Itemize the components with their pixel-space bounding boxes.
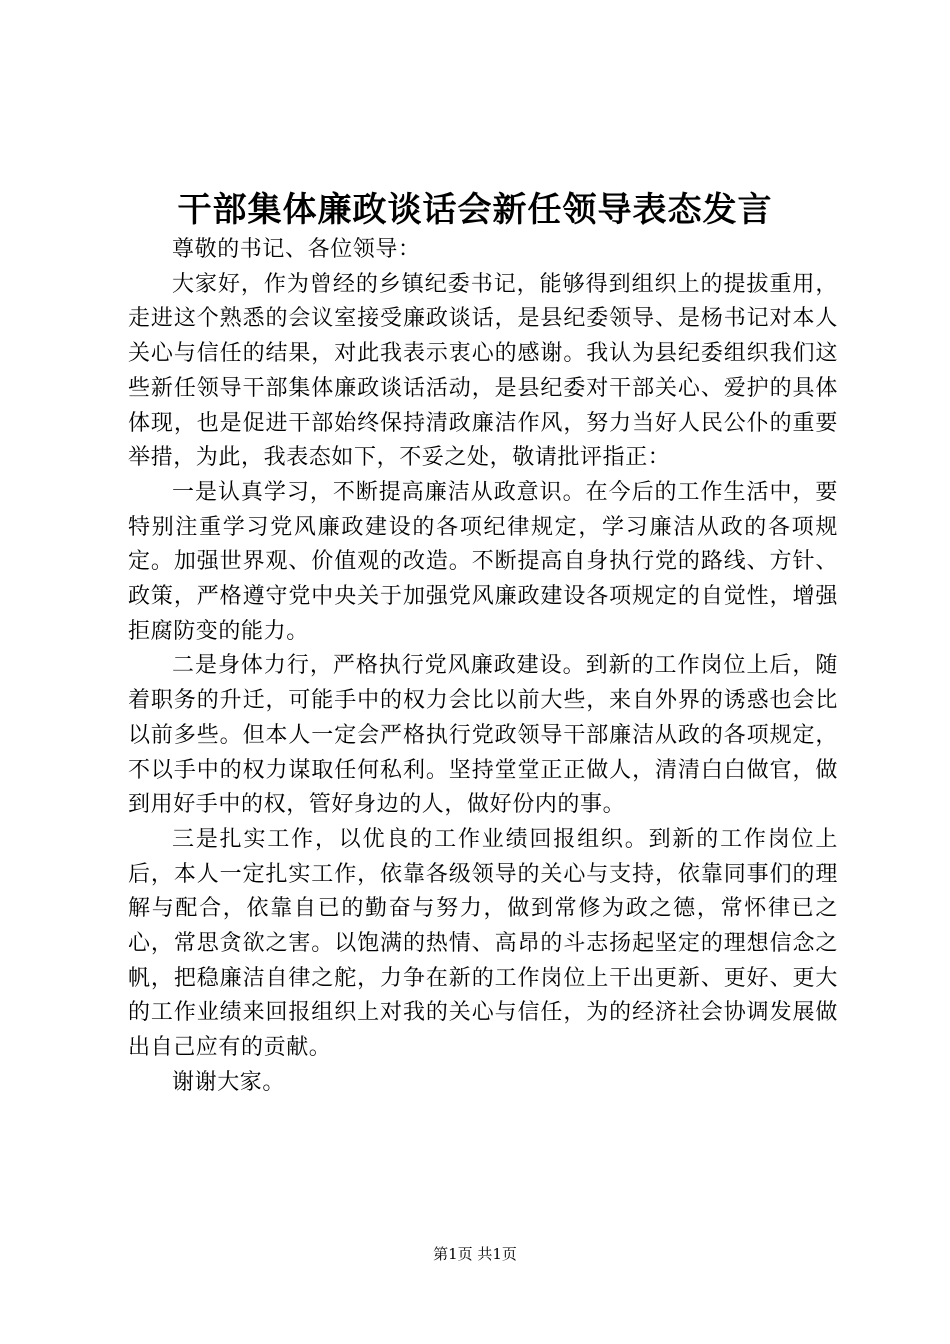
paragraph-point-3: 三是扎实工作，以优良的工作业绩回报组织。到新的工作岗位上后，本人一定扎实工作，依靠各级领导的关心与支持，依靠同事们的理解与配合，依靠自已的勤奋与努力，做到常修为政之德，常怀律已之心，常思贪欲之害。以饱满的热情、高昂的斗志扬起坚定的理想信念之帆，把稳廉洁自律之舵，力争在新的工作岗位上干出更新、更好、更大的工作业绩来回报组织上对我的关心与信任，为的经济社会协调发展做出自己应有的贡献。	[128, 826, 838, 1061]
paragraph-point-2: 二是身体力行，严格执行党风廉政建设。到新的工作岗位上后，随着职务的升迁，可能手中的权力会比以前大些，来自外界的诱惑也会比以前多些。但本人一定会严格执行党政领导干部廉洁从政的各项规定，不以手中的权力谋取任何私利。坚持堂堂正正做人，清清白白做官，做到用好手中的权，管好身边的人，做好份内的事。	[128, 653, 838, 818]
closing-line: 谢谢大家。	[172, 1069, 286, 1095]
document-title: 干部集体廉政谈话会新任领导表态发言	[177, 190, 773, 230]
document-body	[128, 233, 838, 1101]
page-number: 第1页 共1页	[433, 1245, 517, 1263]
paragraph-point-1: 一是认真学习，不断提高廉洁从政意识。在今后的工作生活中，要特别注重学习党风廉政建设的各项纪律规定，学习廉洁从政的各项规定。加强世界观、价值观的改造。不断提高自身执行党的路线、方针、政策，严格遵守党中央关于加强党风廉政建设各项规定的自觉性，增强拒腐防变的能力。	[128, 479, 838, 644]
paragraph-intro: 大家好，作为曾经的乡镇纪委书记，能够得到组织上的提拔重用，走进这个熟悉的会议室接受廉政谈话，是县纪委领导、是杨书记对本人关心与信任的结果，对此我表示衷心的感谢。我认为县纪委组织我们这些新任领导干部集体廉政谈话活动，是县纪委对干部关心、爱护的具体体现，也是促进干部始终保持清政廉洁作风，努力当好人民公仆的重要举措，为此，我表态如下，不妥之处，敬请批评指正：	[128, 271, 838, 471]
salutation: 尊敬的书记、各位领导：	[172, 237, 421, 262]
